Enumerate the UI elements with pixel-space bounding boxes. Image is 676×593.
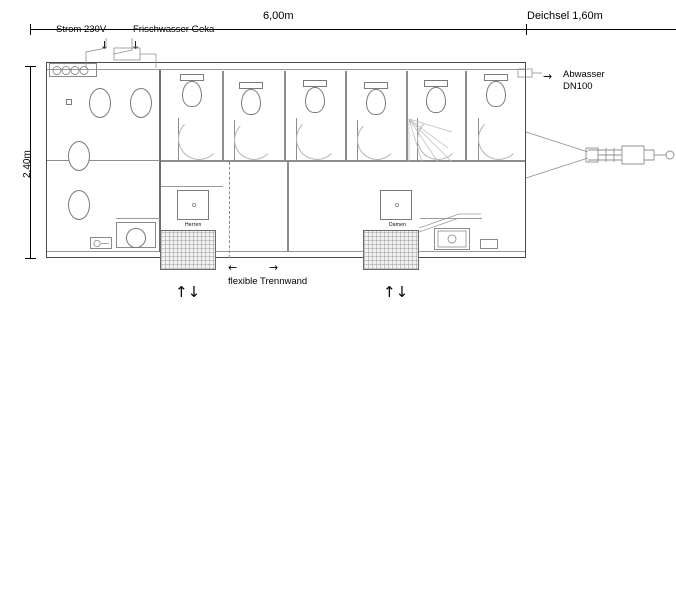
mens-washbasin-tap — [191, 202, 197, 208]
drawbar-assembly — [526, 128, 676, 182]
cubicle-front-wall — [161, 160, 525, 162]
wastewater-annotation-label-2: DN100 — [563, 81, 593, 92]
utility-basin-1 — [89, 88, 111, 118]
ladies-ramp-detail — [419, 212, 483, 234]
mens-corridor-line — [161, 186, 223, 187]
width-dimension-tick-top — [25, 66, 36, 67]
length-dimension-tick-left — [30, 24, 31, 35]
cubicle-divider-3 — [345, 71, 347, 161]
lower-room-wall — [287, 162, 289, 252]
cubicle-divider-2 — [284, 71, 286, 161]
ladies-entrance-arrows-icon: ↑↓ — [383, 283, 409, 301]
door-swing-fan-detail — [408, 118, 458, 164]
utility-basin-3 — [68, 141, 90, 171]
toilet-tank-2 — [239, 82, 263, 89]
utility-partition-wall — [47, 160, 160, 161]
partition-arrow-right-icon: → — [269, 261, 279, 274]
toilet-bowl-2 — [241, 89, 261, 115]
wastewater-annotation-arrow-icon: → — [543, 70, 553, 83]
ladies-entrance-steps — [363, 230, 419, 270]
flexible-partition-line — [229, 162, 230, 258]
pump-detail — [92, 239, 110, 248]
toilet-bowl-3 — [305, 87, 325, 113]
toilet-tank-1 — [180, 74, 204, 81]
cubicle-divider-5 — [465, 71, 467, 161]
mens-entrance-steps — [160, 230, 216, 270]
power-annotation-label: Strom 230V — [56, 24, 107, 35]
width-dimension-label: 2,40m — [22, 150, 33, 178]
mens-corridor-line-2 — [116, 218, 160, 219]
length-dimension-label: 6,00m — [263, 10, 294, 22]
cubicle-divider-1 — [222, 71, 224, 161]
drawbar-dimension-label: Deichsel 1,60m — [527, 10, 603, 22]
cubicle-door-swing-2 — [234, 120, 274, 160]
toilet-tank-3 — [303, 80, 327, 87]
toilet-tank-6 — [484, 74, 508, 81]
freshwater-annotation-label: Frischwasser Geka — [133, 24, 215, 35]
toilet-tank-5 — [424, 80, 448, 87]
power-annotation-arrow-icon: ↓ — [100, 39, 110, 52]
mens-room-label: Herren — [185, 222, 202, 228]
toilet-bowl-6 — [486, 81, 506, 107]
cubicle-door-swing-4 — [357, 120, 397, 160]
toilet-tank-4 — [364, 82, 388, 89]
drawbar-dimension-line — [527, 29, 676, 30]
cubicle-door-swing-3 — [296, 118, 338, 160]
mens-entrance-arrows-icon: ↑↓ — [175, 283, 201, 301]
ladies-washbasin-tap — [394, 202, 400, 208]
utility-basin-4 — [68, 190, 90, 220]
water-tank-round — [126, 228, 146, 248]
toilet-bowl-1 — [182, 81, 202, 107]
wastewater-outlet-detail — [518, 66, 544, 80]
partition-arrow-left-icon: ← — [228, 261, 238, 274]
wastewater-annotation-label-1: Abwasser — [563, 69, 605, 80]
ladies-room-label: Damen — [389, 222, 407, 228]
partition-annotation-label: flexible Trennwand — [228, 276, 308, 287]
toilet-bowl-4 — [366, 89, 386, 115]
width-dimension-tick-bottom — [25, 258, 36, 259]
cubicle-door-swing-6 — [478, 118, 520, 160]
cubicle-door-swing-1 — [178, 118, 220, 160]
supply-connections-detail — [84, 38, 164, 70]
toilet-bowl-5 — [426, 87, 446, 113]
chassis-bottom-rail — [47, 251, 525, 252]
utility-basin-2 — [130, 88, 152, 118]
freshwater-annotation-arrow-icon: ↓ — [131, 39, 141, 52]
boiler-unit — [66, 99, 72, 105]
right-corner-box — [480, 239, 498, 249]
